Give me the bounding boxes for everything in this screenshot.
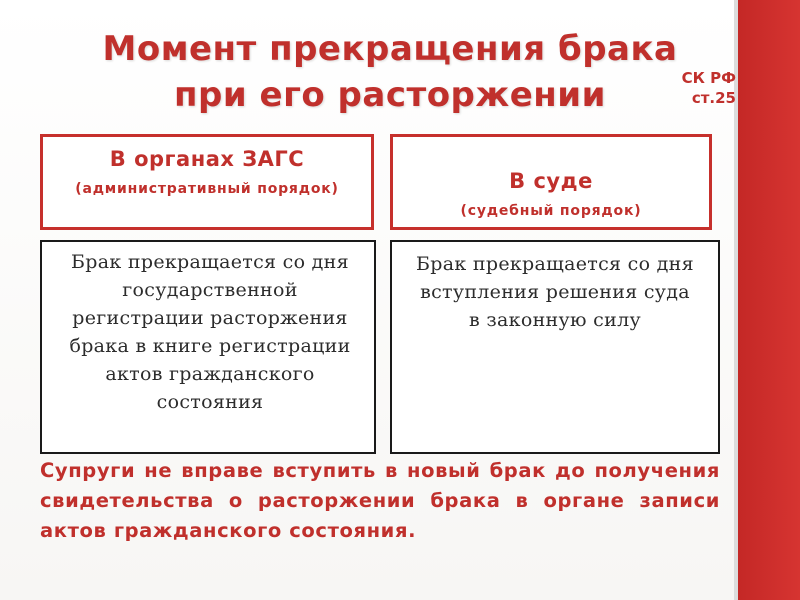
title-line-2: при его расторжении (174, 75, 606, 115)
title-line-1: Момент прекращения брака (102, 29, 678, 69)
slide-title (60, 26, 720, 118)
court-heading: В суде (509, 169, 593, 193)
court-subheading: (судебный порядок) (460, 203, 642, 219)
court-body: Брак прекращается со дня вступления решения суда в законную силу (390, 240, 720, 454)
registry-office-subheading: (административный порядок) (75, 181, 339, 197)
legal-reference: СК РФ ст.25 (681, 69, 736, 107)
side-band (738, 0, 800, 600)
court-header (390, 134, 712, 230)
remarriage-note: Супруги не вправе вступить в новый брак до получения свидетельства о расторжении брака в органе записи актов гражданского состояния. (40, 459, 720, 542)
registry-office-header (40, 134, 374, 230)
registry-office-heading: В органах ЗАГС (109, 147, 305, 171)
registry-office-body: Брак прекращается со дня государственной регистрации расторжения брака в книге регистрации актов гражданского состояния (40, 240, 376, 454)
